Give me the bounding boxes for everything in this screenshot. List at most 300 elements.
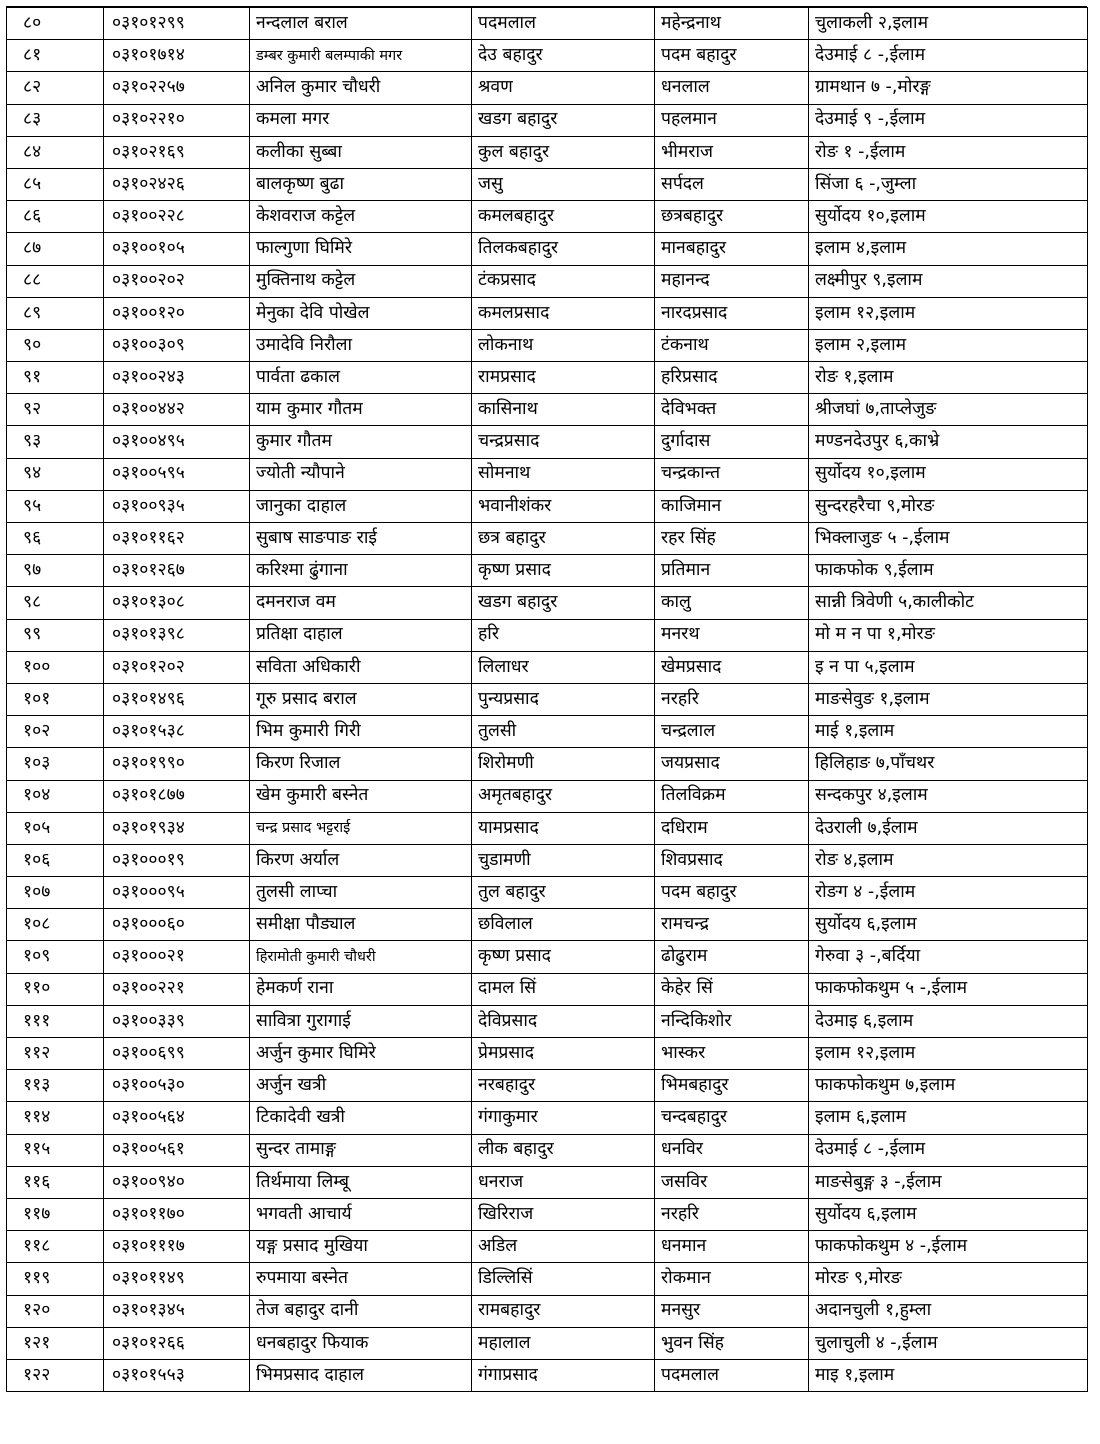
serial-number-cell: ९६ [7, 523, 104, 555]
grandfather-name-cell: खेमप्रसाद [655, 651, 809, 683]
table-row [7, 136, 1088, 168]
registration-number-cell: ०३१०१२६७ [104, 555, 250, 587]
address-cell: देउमाई ८ -,ईलाम [809, 40, 1088, 72]
address-cell: फाकफोकथुम ५ -,ईलाम [809, 973, 1088, 1005]
table-row [7, 1359, 1088, 1391]
table-row [7, 1102, 1088, 1134]
father-name-cell: गंगाकुमार [472, 1102, 655, 1134]
address-cell: रोङ १ -,ईलाम [809, 136, 1088, 168]
serial-number-cell: ८९ [7, 297, 104, 329]
grandfather-name-cell: चन्दबहादुर [655, 1102, 809, 1134]
candidate-name-cell: सविता अधिकारी [250, 651, 472, 683]
registration-number-cell: ०३१०००९५ [104, 877, 250, 909]
candidate-name-cell: ज्योती न्यौपाने [250, 458, 472, 490]
address-cell: इलाम ४,इलाम [809, 233, 1088, 265]
address-cell: इलाम ६,इलाम [809, 1102, 1088, 1134]
registration-number-cell: ०३१००५६१ [104, 1134, 250, 1166]
grandfather-name-cell: नरहरि [655, 683, 809, 715]
father-name-cell: हरि [472, 619, 655, 651]
father-name-cell: डिल्लिसिं [472, 1263, 655, 1295]
grandfather-name-cell: रोकमान [655, 1263, 809, 1295]
registration-number-cell: ०३१०१२६६ [104, 1327, 250, 1359]
registration-number-cell: ०३१०२२१० [104, 104, 250, 136]
father-name-cell: यामप्रसाद [472, 812, 655, 844]
registration-number-cell: ०३१०२४२६ [104, 168, 250, 200]
father-name-cell: टंकप्रसाद [472, 265, 655, 297]
serial-number-cell: ९५ [7, 490, 104, 522]
registration-number-cell: ०३१००३०९ [104, 329, 250, 361]
address-cell: चुलाचुली ४ -,ईलाम [809, 1327, 1088, 1359]
father-name-cell: खिरिराज [472, 1198, 655, 1230]
table-row [7, 812, 1088, 844]
father-name-cell: अडिल [472, 1231, 655, 1263]
grandfather-name-cell: चन्द्रलाल [655, 716, 809, 748]
grandfather-name-cell: चन्द्रकान्त [655, 458, 809, 490]
grandfather-name-cell: मनसुर [655, 1295, 809, 1327]
candidate-name-cell: समीक्षा पौड्याल [250, 909, 472, 941]
grandfather-name-cell: रामचन्द्र [655, 909, 809, 941]
serial-number-cell: १०५ [7, 812, 104, 844]
grandfather-name-cell: काजिमान [655, 490, 809, 522]
serial-number-cell: ९४ [7, 458, 104, 490]
serial-number-cell: १११ [7, 1005, 104, 1037]
registration-number-cell: ०३१०१९३४ [104, 812, 250, 844]
grandfather-name-cell: पदम बहादुर [655, 40, 809, 72]
serial-number-cell: ८४ [7, 136, 104, 168]
grandfather-name-cell: भिमबहादुर [655, 1070, 809, 1102]
father-name-cell: प्रेमप्रसाद [472, 1038, 655, 1070]
father-name-cell: कमलप्रसाद [472, 297, 655, 329]
table-row [7, 1231, 1088, 1263]
grandfather-name-cell: सर्पदल [655, 168, 809, 200]
registration-number-cell: ०३१०००६० [104, 909, 250, 941]
table-row [7, 780, 1088, 812]
registration-number-cell: ०३१०१५३८ [104, 716, 250, 748]
address-cell: देउमाइ ६,इलाम [809, 1005, 1088, 1037]
candidate-name-cell: याम कुमार गौतम [250, 394, 472, 426]
grandfather-name-cell: छत्रबहादुर [655, 201, 809, 233]
father-name-cell: रामप्रसाद [472, 362, 655, 394]
address-cell: इ न पा ५,इलाम [809, 651, 1088, 683]
father-name-cell: खडग बहादुर [472, 587, 655, 619]
address-cell: इलाम २,इलाम [809, 329, 1088, 361]
address-cell: फाकफोकथुम ४ -,ईलाम [809, 1231, 1088, 1263]
serial-number-cell: १०९ [7, 941, 104, 973]
registration-number-cell: ०३१००९३५ [104, 490, 250, 522]
results-sheet [6, 6, 1087, 1432]
grandfather-name-cell: टंकनाथ [655, 329, 809, 361]
candidate-name-cell: केशवराज कट्टेल [250, 201, 472, 233]
registration-number-cell: ०३१००५३० [104, 1070, 250, 1102]
grandfather-name-cell: महानन्द [655, 265, 809, 297]
serial-number-cell: ९० [7, 329, 104, 361]
address-cell: रोङग ४ -,ईलाम [809, 877, 1088, 909]
address-cell: सुर्योदय १०,इलाम [809, 201, 1088, 233]
candidate-name-cell: किरण रिजाल [250, 748, 472, 780]
grandfather-name-cell: पदमलाल [655, 1359, 809, 1391]
table-row [7, 40, 1088, 72]
candidate-name-cell: तिर्थमाया लिम्बू [250, 1166, 472, 1198]
address-cell: मोरङ ९,मोरङ [809, 1263, 1088, 1295]
address-cell: सुर्योदय ६,इलाम [809, 909, 1088, 941]
candidate-name-cell: चन्द्र प्रसाद भट्टराई [250, 812, 472, 844]
registration-number-cell: ०३१००१२० [104, 297, 250, 329]
table-row [7, 104, 1088, 136]
father-name-cell: चन्द्रप्रसाद [472, 426, 655, 458]
father-name-cell: कृष्ण प्रसाद [472, 555, 655, 587]
candidate-name-cell: मुक्तिनाथ कट्टेल [250, 265, 472, 297]
father-name-cell: कुल बहादुर [472, 136, 655, 168]
registration-number-cell: ०३१००३३९ [104, 1005, 250, 1037]
serial-number-cell: ११२ [7, 1038, 104, 1070]
table-row [7, 8, 1088, 40]
candidate-table [6, 7, 1088, 1392]
table-row [7, 619, 1088, 651]
table-row [7, 168, 1088, 200]
registration-number-cell: ०३१०१४९६ [104, 683, 250, 715]
serial-number-cell: १०८ [7, 909, 104, 941]
table-row [7, 72, 1088, 104]
table-row [7, 1295, 1088, 1327]
candidate-name-cell: यङ्ग प्रसाद मुखिया [250, 1231, 472, 1263]
serial-number-cell: ८१ [7, 40, 104, 72]
address-cell: माई १,इलाम [809, 716, 1088, 748]
father-name-cell: सोमनाथ [472, 458, 655, 490]
candidate-name-cell: सुबाष साङपाङ राई [250, 523, 472, 555]
grandfather-name-cell: दुर्गादास [655, 426, 809, 458]
table-row [7, 329, 1088, 361]
candidate-name-cell: प्रतिक्षा दाहाल [250, 619, 472, 651]
serial-number-cell: ८० [7, 8, 104, 40]
serial-number-cell: १२१ [7, 1327, 104, 1359]
serial-number-cell: ८२ [7, 72, 104, 104]
registration-number-cell: ०३१०२१६९ [104, 136, 250, 168]
candidate-name-cell: हेमकर्ण राना [250, 973, 472, 1005]
father-name-cell: लिलाधर [472, 651, 655, 683]
father-name-cell: छविलाल [472, 909, 655, 941]
registration-number-cell: ०३१०००१९ [104, 844, 250, 876]
registration-number-cell: ०३१०११७० [104, 1198, 250, 1230]
grandfather-name-cell: भीमराज [655, 136, 809, 168]
grandfather-name-cell: धनविर [655, 1134, 809, 1166]
grandfather-name-cell: महेन्द्रनाथ [655, 8, 809, 40]
candidate-name-cell: कमला मगर [250, 104, 472, 136]
candidate-name-cell: सावित्रा गुरागाई [250, 1005, 472, 1037]
table-body [7, 8, 1088, 1392]
serial-number-cell: ९२ [7, 394, 104, 426]
grandfather-name-cell: पदम बहादुर [655, 877, 809, 909]
address-cell: अदानचुली १,हुम्ला [809, 1295, 1088, 1327]
grandfather-name-cell: नरहरि [655, 1198, 809, 1230]
registration-number-cell: ०३१०१११७ [104, 1231, 250, 1263]
serial-number-cell: ११६ [7, 1166, 104, 1198]
table-row [7, 201, 1088, 233]
address-cell: माङसेबुङ्ग ३ -,ईलाम [809, 1166, 1088, 1198]
serial-number-cell: ८७ [7, 233, 104, 265]
serial-number-cell: ११० [7, 973, 104, 1005]
candidate-name-cell: रुपमाया बस्नेत [250, 1263, 472, 1295]
registration-number-cell: ०३१००६९९ [104, 1038, 250, 1070]
registration-number-cell: ०३१०११६२ [104, 523, 250, 555]
father-name-cell: नरबहादुर [472, 1070, 655, 1102]
serial-number-cell: ११३ [7, 1070, 104, 1102]
candidate-name-cell: नन्दलाल बराल [250, 8, 472, 40]
father-name-cell: चुडामणी [472, 844, 655, 876]
address-cell: रोङ १,इलाम [809, 362, 1088, 394]
address-cell: गेरुवा ३ -,बर्दिया [809, 941, 1088, 973]
grandfather-name-cell: मानबहादुर [655, 233, 809, 265]
table-row [7, 1070, 1088, 1102]
candidate-name-cell: दमनराज वम [250, 587, 472, 619]
serial-number-cell: १०७ [7, 877, 104, 909]
table-row [7, 523, 1088, 555]
table-row [7, 458, 1088, 490]
serial-number-cell: ११९ [7, 1263, 104, 1295]
serial-number-cell: १०२ [7, 716, 104, 748]
grandfather-name-cell: जयप्रसाद [655, 748, 809, 780]
address-cell: सन्दकपुर ४,इलाम [809, 780, 1088, 812]
serial-number-cell: ९९ [7, 619, 104, 651]
serial-number-cell: ९१ [7, 362, 104, 394]
table-row [7, 1198, 1088, 1230]
address-cell: ग्रामथान ७ -,मोरङ्ग [809, 72, 1088, 104]
serial-number-cell: ११४ [7, 1102, 104, 1134]
address-cell: लक्ष्मीपुर ९,इलाम [809, 265, 1088, 297]
table-row [7, 1005, 1088, 1037]
registration-number-cell: ०३१००१०५ [104, 233, 250, 265]
address-cell: भिक्लाजुङ ५ -,ईलाम [809, 523, 1088, 555]
grandfather-name-cell: नारदप्रसाद [655, 297, 809, 329]
father-name-cell: जसु [472, 168, 655, 200]
serial-number-cell: ११७ [7, 1198, 104, 1230]
candidate-name-cell: तुलसी लाप्चा [250, 877, 472, 909]
grandfather-name-cell: भास्कर [655, 1038, 809, 1070]
serial-number-cell: ८३ [7, 104, 104, 136]
grandfather-name-cell: भुवन सिंह [655, 1327, 809, 1359]
candidate-name-cell: डम्बर कुमारी बलम्पाकी मगर [250, 40, 472, 72]
candidate-name-cell: गूरु प्रसाद बराल [250, 683, 472, 715]
registration-number-cell: ०३१०१३४५ [104, 1295, 250, 1327]
candidate-name-cell: तेज बहादुर दानी [250, 1295, 472, 1327]
address-cell: माइ १,इलाम [809, 1359, 1088, 1391]
father-name-cell: लीक बहादुर [472, 1134, 655, 1166]
address-cell: सुर्योदय ६,इलाम [809, 1198, 1088, 1230]
registration-number-cell: ०३१०१७१४ [104, 40, 250, 72]
registration-number-cell: ०३१००५६४ [104, 1102, 250, 1134]
serial-number-cell: ८८ [7, 265, 104, 297]
father-name-cell: पदमलाल [472, 8, 655, 40]
father-name-cell: महालाल [472, 1327, 655, 1359]
table-row [7, 941, 1088, 973]
candidate-name-cell: भिमप्रसाद दाहाल [250, 1359, 472, 1391]
address-cell: हिलिहाङ ७,पाँचथर [809, 748, 1088, 780]
candidate-name-cell: मेनुका देवि पोखेल [250, 297, 472, 329]
serial-number-cell: ९३ [7, 426, 104, 458]
table-row [7, 877, 1088, 909]
table-row [7, 297, 1088, 329]
table-row [7, 651, 1088, 683]
registration-number-cell: ०३१०१८७७ [104, 780, 250, 812]
candidate-name-cell: उमादेवि निरौला [250, 329, 472, 361]
table-row [7, 587, 1088, 619]
father-name-cell: खडग बहादुर [472, 104, 655, 136]
table-row [7, 1263, 1088, 1295]
father-name-cell: देउ बहादुर [472, 40, 655, 72]
candidate-name-cell: भिम कुमारी गिरी [250, 716, 472, 748]
address-cell: सुर्योदय १०,इलाम [809, 458, 1088, 490]
father-name-cell: श्रवण [472, 72, 655, 104]
grandfather-name-cell: शिवप्रसाद [655, 844, 809, 876]
father-name-cell: लोकनाथ [472, 329, 655, 361]
grandfather-name-cell: हरिप्रसाद [655, 362, 809, 394]
table-row [7, 265, 1088, 297]
father-name-cell: शिरोमणी [472, 748, 655, 780]
table-row [7, 1166, 1088, 1198]
address-cell: इलाम १२,इलाम [809, 297, 1088, 329]
address-cell: सिंजा ६ -,जुम्ला [809, 168, 1088, 200]
address-cell: माङसेवुङ १,इलाम [809, 683, 1088, 715]
candidate-name-cell: हिरामोती कुमारी चौधरी [250, 941, 472, 973]
grandfather-name-cell: प्रतिमान [655, 555, 809, 587]
father-name-cell: कृष्ण प्रसाद [472, 941, 655, 973]
registration-number-cell: ०३१००४४२ [104, 394, 250, 426]
table-row [7, 683, 1088, 715]
address-cell: देउमाई ९ -,ईलाम [809, 104, 1088, 136]
father-name-cell: रामबहादुर [472, 1295, 655, 1327]
serial-number-cell: १०० [7, 651, 104, 683]
father-name-cell: तुल बहादुर [472, 877, 655, 909]
candidate-name-cell: करिश्मा ढुंगाना [250, 555, 472, 587]
table-row [7, 233, 1088, 265]
registration-number-cell: ०३१००२२१ [104, 973, 250, 1005]
address-cell: सुन्दरहरैचा ९,मोरङ [809, 490, 1088, 522]
table-row [7, 748, 1088, 780]
grandfather-name-cell: धनमान [655, 1231, 809, 1263]
grandfather-name-cell: दधिराम [655, 812, 809, 844]
table-row [7, 426, 1088, 458]
grandfather-name-cell: ढोढुराम [655, 941, 809, 973]
serial-number-cell: ११५ [7, 1134, 104, 1166]
grandfather-name-cell: नन्दिकिशोर [655, 1005, 809, 1037]
grandfather-name-cell: केहेर सिं [655, 973, 809, 1005]
registration-number-cell: ०३१००४९५ [104, 426, 250, 458]
father-name-cell: तिलकबहादुर [472, 233, 655, 265]
registration-number-cell: ०३१०२२५७ [104, 72, 250, 104]
father-name-cell: दामल सिं [472, 973, 655, 1005]
address-cell: देउराली ७,ईलाम [809, 812, 1088, 844]
address-cell: श्रीजघां ७,ताप्लेजुङ [809, 394, 1088, 426]
address-cell: रोङ ४,इलाम [809, 844, 1088, 876]
grandfather-name-cell: कालु [655, 587, 809, 619]
grandfather-name-cell: मनरथ [655, 619, 809, 651]
table-row [7, 490, 1088, 522]
candidate-name-cell: बालकृष्ण बुढा [250, 168, 472, 200]
candidate-name-cell: अनिल कुमार चौधरी [250, 72, 472, 104]
table-row [7, 394, 1088, 426]
serial-number-cell: ९७ [7, 555, 104, 587]
candidate-name-cell: कुमार गौतम [250, 426, 472, 458]
address-cell: मो म न पा १,मोरङ [809, 619, 1088, 651]
registration-number-cell: ०३१००२२८ [104, 201, 250, 233]
grandfather-name-cell: देविभक्त [655, 394, 809, 426]
registration-number-cell: ०३१०१५५३ [104, 1359, 250, 1391]
father-name-cell: कासिनाथ [472, 394, 655, 426]
serial-number-cell: १२२ [7, 1359, 104, 1391]
address-cell: मण्डनदेउपुर ६,काभ्रे [809, 426, 1088, 458]
registration-number-cell: ०३१००९४० [104, 1166, 250, 1198]
father-name-cell: भवानीशंकर [472, 490, 655, 522]
candidate-name-cell: सुन्दर तामाङ्ग [250, 1134, 472, 1166]
registration-number-cell: ०३१०१३९८ [104, 619, 250, 651]
address-cell: चुलाकली २,इलाम [809, 8, 1088, 40]
table-row [7, 844, 1088, 876]
registration-number-cell: ०३१००५९५ [104, 458, 250, 490]
serial-number-cell: १२० [7, 1295, 104, 1327]
grandfather-name-cell: जसविर [655, 1166, 809, 1198]
table-row [7, 716, 1088, 748]
address-cell: देउमाई ८ -,ईलाम [809, 1134, 1088, 1166]
serial-number-cell: ८६ [7, 201, 104, 233]
table-row [7, 973, 1088, 1005]
address-cell: इलाम १२,इलाम [809, 1038, 1088, 1070]
serial-number-cell: १०१ [7, 683, 104, 715]
registration-number-cell: ०३१०१९९० [104, 748, 250, 780]
address-cell: फाकफोकथुम ७,इलाम [809, 1070, 1088, 1102]
serial-number-cell: १०६ [7, 844, 104, 876]
grandfather-name-cell: रहर सिंह [655, 523, 809, 555]
registration-number-cell: ०३१०१२९९ [104, 8, 250, 40]
registration-number-cell: ०३१०००२१ [104, 941, 250, 973]
table-row [7, 909, 1088, 941]
grandfather-name-cell: तिलविक्रम [655, 780, 809, 812]
serial-number-cell: ११८ [7, 1231, 104, 1263]
father-name-cell: गंगाप्रसाद [472, 1359, 655, 1391]
registration-number-cell: ०३१००२४३ [104, 362, 250, 394]
registration-number-cell: ०३१०१३०८ [104, 587, 250, 619]
father-name-cell: अमृतबहादुर [472, 780, 655, 812]
candidate-name-cell: किरण अर्याल [250, 844, 472, 876]
table-row [7, 1134, 1088, 1166]
father-name-cell: पुन्यप्रसाद [472, 683, 655, 715]
serial-number-cell: १०३ [7, 748, 104, 780]
serial-number-cell: ९८ [7, 587, 104, 619]
serial-number-cell: १०४ [7, 780, 104, 812]
father-name-cell: तुलसी [472, 716, 655, 748]
registration-number-cell: ०३१०११४९ [104, 1263, 250, 1295]
father-name-cell: देविप्रसाद [472, 1005, 655, 1037]
candidate-name-cell: फाल्गुणा घिमिरे [250, 233, 472, 265]
candidate-name-cell: कलीका सुब्बा [250, 136, 472, 168]
candidate-name-cell: धनबहादुर फियाक [250, 1327, 472, 1359]
father-name-cell: छत्र बहादुर [472, 523, 655, 555]
table-row [7, 1327, 1088, 1359]
candidate-name-cell: खेम कुमारी बस्नेत [250, 780, 472, 812]
candidate-name-cell: टिकादेवी खत्री [250, 1102, 472, 1134]
candidate-name-cell: भगवती आचार्य [250, 1198, 472, 1230]
address-cell: फाकफोक ९,ईलाम [809, 555, 1088, 587]
candidate-name-cell: अर्जुन खत्री [250, 1070, 472, 1102]
candidate-name-cell: जानुका दाहाल [250, 490, 472, 522]
table-row [7, 362, 1088, 394]
candidate-name-cell: पार्वता ढकाल [250, 362, 472, 394]
registration-number-cell: ०३१००२०२ [104, 265, 250, 297]
table-row [7, 555, 1088, 587]
table-row [7, 1038, 1088, 1070]
registration-number-cell: ०३१०१२०२ [104, 651, 250, 683]
father-name-cell: कमलबहादुर [472, 201, 655, 233]
grandfather-name-cell: पहलमान [655, 104, 809, 136]
candidate-name-cell: अर्जुन कुमार घिमिरे [250, 1038, 472, 1070]
